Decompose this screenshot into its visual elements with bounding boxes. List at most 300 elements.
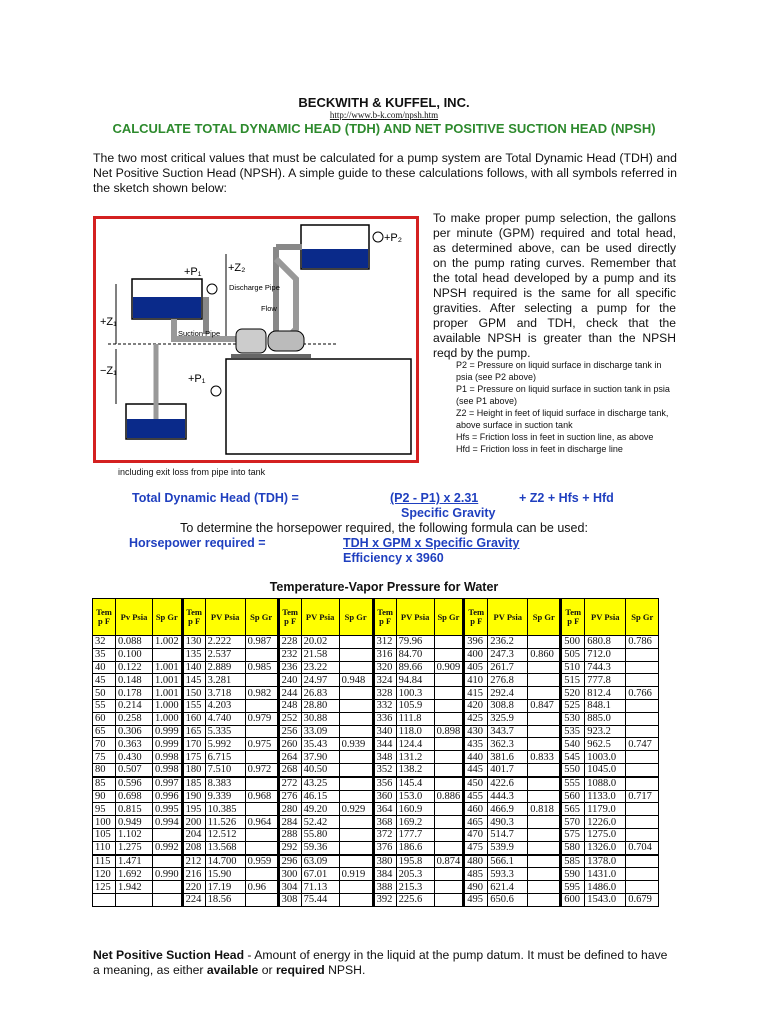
horsepower-formula-numerator: TDH x GPM x Specific Gravity (343, 536, 520, 550)
table-cell (339, 636, 373, 649)
table-cell: 308.8 (488, 699, 528, 712)
table-cell (245, 893, 278, 906)
table-cell (434, 803, 464, 816)
table-cell: 1045.0 (585, 763, 626, 776)
table-cell (528, 841, 561, 854)
table-cell: 530 (561, 712, 585, 725)
table-cell: 348 (373, 751, 396, 764)
table-cell: 777.8 (585, 674, 626, 687)
table-cell: 376 (373, 841, 396, 854)
table-cell: 177.7 (396, 828, 434, 841)
table-cell: 3.718 (205, 687, 245, 700)
table-cell: 962.5 (585, 738, 626, 751)
table-cell: 14.700 (205, 855, 245, 868)
table-cell: 0.178 (116, 687, 153, 700)
table-cell: 8.383 (205, 777, 245, 790)
table-row (93, 790, 659, 803)
table-cell: 1.000 (153, 699, 183, 712)
col-spgr-1: Sp Gr (153, 599, 183, 636)
table-cell: 580 (561, 841, 585, 854)
npsh-tail: NPSH. (324, 963, 366, 977)
table-row (93, 803, 659, 816)
table-cell (626, 712, 659, 725)
legend-item-p1: P1 = Pressure on liquid surface in suction tank in psia (see P1 above) (456, 384, 670, 406)
motor-icon (268, 331, 304, 351)
flow-label: Flow (261, 304, 277, 313)
table-cell: 0.992 (153, 841, 183, 854)
pump-selection-paragraph: To make proper pump selection, the gallons per minute (GPM) required and total head, as determined above, can be used directly on the pump rating curves. Remember that the total head developed by a pump and its NPSH required is the same for all specific gravities. After selecting a pump for the proper GPM and TDH, check that the available NPSH is greater than the NPSH reqd by the pump. (433, 211, 676, 360)
table-cell: 2.537 (205, 648, 245, 661)
table-cell (339, 855, 373, 868)
table-cell: 1.275 (116, 841, 153, 854)
table-cell: 490 (464, 881, 488, 894)
table-cell (116, 893, 153, 906)
table-cell: 276.8 (488, 674, 528, 687)
table-cell: 450 (464, 777, 488, 790)
suction-tank-lower (226, 359, 411, 454)
col-temp-5: Tem p F (464, 599, 488, 636)
table-cell: 0.306 (116, 725, 153, 738)
table-cell (245, 674, 278, 687)
page-title: CALCULATE TOTAL DYNAMIC HEAD (TDH) AND NET POSITIVE SUCTION HEAD (NPSH) (112, 121, 656, 136)
table-cell: 410 (464, 674, 488, 687)
table-cell: 110 (93, 841, 116, 854)
table-header-row (93, 599, 659, 636)
table-cell: 505 (561, 648, 585, 661)
pump-base (231, 354, 311, 358)
table-cell (153, 855, 183, 868)
table-cell (528, 881, 561, 894)
col-pv-2: PV Psia (205, 599, 245, 636)
table-cell: 0.847 (528, 699, 561, 712)
col-pv-4: PV Psia (396, 599, 434, 636)
table-cell: 272 (278, 777, 301, 790)
table-cell: 1378.0 (585, 855, 626, 868)
vapor-pressure-table-title: Temperature-Vapor Pressure for Water (269, 580, 499, 594)
table-cell: 12.512 (205, 828, 245, 841)
table-cell (626, 816, 659, 829)
table-cell: 40 (93, 661, 116, 674)
table-cell: 50 (93, 687, 116, 700)
table-cell: 135 (182, 648, 205, 661)
table-cell: 621.4 (488, 881, 528, 894)
table-cell: 138.2 (396, 763, 434, 776)
table-cell: 0.909 (434, 661, 464, 674)
table-cell: 35 (93, 648, 116, 661)
table-cell: 1275.0 (585, 828, 626, 841)
table-row (93, 636, 659, 649)
table-cell: 2.222 (205, 636, 245, 649)
table-cell: 84.70 (396, 648, 434, 661)
table-cell (434, 738, 464, 751)
table-cell: 130 (182, 636, 205, 649)
table-cell (528, 777, 561, 790)
table-cell: 0.088 (116, 636, 153, 649)
table-cell (339, 661, 373, 674)
table-cell: 33.09 (301, 725, 339, 738)
table-cell: 5.335 (205, 725, 245, 738)
table-cell: 0.998 (153, 763, 183, 776)
table-cell: 0.122 (116, 661, 153, 674)
table-cell: 0.430 (116, 751, 153, 764)
table-cell: 0.148 (116, 674, 153, 687)
table-cell (153, 648, 183, 661)
table-cell: 212 (182, 855, 205, 868)
table-cell: 555 (561, 777, 585, 790)
table-cell: 200 (182, 816, 205, 829)
suction-tank-liquid (133, 297, 201, 318)
table-cell: 1003.0 (585, 751, 626, 764)
table-cell: 256 (278, 725, 301, 738)
table-cell: 444.3 (488, 790, 528, 803)
col-temp-6: Tem p F (561, 599, 585, 636)
table-cell: 205.3 (396, 868, 434, 881)
col-temp-1: Tem p F (93, 599, 116, 636)
table-cell: 600 (561, 893, 585, 906)
table-cell: 425 (464, 712, 488, 725)
table-cell: 153.0 (396, 790, 434, 803)
table-cell: 131.2 (396, 751, 434, 764)
table-cell: 0.982 (245, 687, 278, 700)
table-cell: 885.0 (585, 712, 626, 725)
table-cell (245, 777, 278, 790)
table-row (93, 725, 659, 738)
table-cell: 240 (278, 674, 301, 687)
table-cell: 539.9 (488, 841, 528, 854)
table-cell: 0.949 (116, 816, 153, 829)
table-cell: 0.959 (245, 855, 278, 868)
table-cell (626, 803, 659, 816)
npsh-available: available (206, 963, 259, 977)
table-cell (339, 828, 373, 841)
table-cell: 79.96 (396, 636, 434, 649)
table-cell: 1431.0 (585, 868, 626, 881)
table-cell (339, 816, 373, 829)
table-cell (339, 790, 373, 803)
table-cell: 396 (464, 636, 488, 649)
table-cell (339, 763, 373, 776)
table-cell: 21.58 (301, 648, 339, 661)
table-cell (626, 674, 659, 687)
table-cell (434, 841, 464, 854)
table-cell (339, 893, 373, 906)
table-cell: 356 (373, 777, 396, 790)
table-row (93, 893, 659, 906)
table-cell (153, 893, 183, 906)
table-cell: 515 (561, 674, 585, 687)
table-cell: 514.7 (488, 828, 528, 841)
table-cell: 0.100 (116, 648, 153, 661)
table-cell: 320 (373, 661, 396, 674)
npsh-required: required (275, 963, 325, 977)
table-cell (339, 841, 373, 854)
table-cell: 261.7 (488, 661, 528, 674)
table-cell: 1.001 (153, 661, 183, 674)
table-cell: 405 (464, 661, 488, 674)
table-cell: 712.0 (585, 648, 626, 661)
pump-system-sketch (93, 216, 419, 463)
table-cell: 0.507 (116, 763, 153, 776)
table-cell: 575 (561, 828, 585, 841)
table-cell: 46.15 (301, 790, 339, 803)
table-cell: 175 (182, 751, 205, 764)
pump-icon (236, 329, 266, 353)
table-row (93, 841, 659, 854)
table-cell (528, 763, 561, 776)
table-cell: 360 (373, 790, 396, 803)
table-cell: 4.203 (205, 699, 245, 712)
table-cell: 215.3 (396, 881, 434, 894)
table-cell: 224 (182, 893, 205, 906)
table-cell (626, 725, 659, 738)
table-cell: 0.698 (116, 790, 153, 803)
table-cell (434, 751, 464, 764)
table-row (93, 868, 659, 881)
table-cell (339, 751, 373, 764)
table-cell: 23.22 (301, 661, 339, 674)
table-cell: 49.20 (301, 803, 339, 816)
table-cell: 1.692 (116, 868, 153, 881)
table-cell: 85 (93, 777, 116, 790)
table-cell: 0.997 (153, 777, 183, 790)
col-temp-2: Tem p F (182, 599, 205, 636)
table-cell: 75.44 (301, 893, 339, 906)
table-cell: 125 (93, 881, 116, 894)
table-cell (339, 777, 373, 790)
table-row (93, 777, 659, 790)
z2-label: +Z₂ (228, 262, 246, 274)
table-cell: 252 (278, 712, 301, 725)
table-cell (339, 725, 373, 738)
table-cell (434, 699, 464, 712)
table-cell: 1226.0 (585, 816, 626, 829)
table-cell: 105.9 (396, 699, 434, 712)
table-cell: 545 (561, 751, 585, 764)
table-cell: 0.704 (626, 841, 659, 854)
table-row (93, 712, 659, 725)
table-cell: 1.942 (116, 881, 153, 894)
table-cell: 0.919 (339, 868, 373, 881)
table-cell: 570 (561, 816, 585, 829)
table-cell: 28.80 (301, 699, 339, 712)
table-cell: 292.4 (488, 687, 528, 700)
table-cell: 0.679 (626, 893, 659, 906)
table-cell: 236 (278, 661, 301, 674)
table-cell: 248 (278, 699, 301, 712)
table-cell: 440 (464, 751, 488, 764)
table-cell: 195 (182, 803, 205, 816)
tdh-formula-numerator: (P2 - P1) x 2.31 (390, 491, 479, 505)
table-cell: 308 (278, 893, 301, 906)
col-spgr-6: Sp Gr (626, 599, 659, 636)
pump-system-diagram (96, 219, 416, 460)
table-cell: 67.01 (301, 868, 339, 881)
table-row (93, 881, 659, 894)
table-cell: 118.0 (396, 725, 434, 738)
table-cell (626, 648, 659, 661)
table-cell: 0.939 (339, 738, 373, 751)
col-temp-4: Tem p F (373, 599, 396, 636)
company-name: BECKWITH & KUFFEL, INC. (298, 95, 470, 110)
table-cell: 0.747 (626, 738, 659, 751)
table-cell: 225.6 (396, 893, 434, 906)
table-cell: 95 (93, 803, 116, 816)
p1-lower-gauge-icon (211, 386, 221, 396)
vapor-pressure-table (92, 598, 659, 907)
table-cell: 120 (93, 868, 116, 881)
table-cell: 848.1 (585, 699, 626, 712)
table-cell: 52.42 (301, 816, 339, 829)
table-cell: 0.258 (116, 712, 153, 725)
table-cell: 216 (182, 868, 205, 881)
col-spgr-4: Sp Gr (434, 599, 464, 636)
legend-item-z2: Z2 = Height in feet of liquid surface in discharge tank, above surface in suction tank (456, 408, 669, 430)
table-cell: 550 (561, 763, 585, 776)
col-pv-5: PV Psia (488, 599, 528, 636)
table-row (93, 674, 659, 687)
table-row (93, 828, 659, 841)
suction-tank-below-liquid (127, 419, 185, 438)
table-cell (528, 790, 561, 803)
table-cell (528, 738, 561, 751)
table-cell (434, 868, 464, 881)
table-cell: 105 (93, 828, 116, 841)
table-cell: 0.972 (245, 763, 278, 776)
table-cell (153, 881, 183, 894)
table-cell: 9.339 (205, 790, 245, 803)
table-cell (245, 725, 278, 738)
table-cell: 3.281 (205, 674, 245, 687)
table-cell: 145.4 (396, 777, 434, 790)
table-cell: 0.998 (153, 751, 183, 764)
table-cell: 15.90 (205, 868, 245, 881)
table-cell: 195.8 (396, 855, 434, 868)
col-pv-3: PV Psia (301, 599, 339, 636)
table-cell (528, 816, 561, 829)
table-cell: 336 (373, 712, 396, 725)
table-cell: 0.987 (245, 636, 278, 649)
table-cell (434, 648, 464, 661)
table-cell: 0.874 (434, 855, 464, 868)
table-cell: 566.1 (488, 855, 528, 868)
table-cell: 0.596 (116, 777, 153, 790)
table-cell: 0.818 (528, 803, 561, 816)
table-cell: 35.43 (301, 738, 339, 751)
table-cell: 268 (278, 763, 301, 776)
table-cell: 40.50 (301, 763, 339, 776)
table-row (93, 738, 659, 751)
table-cell (434, 763, 464, 776)
table-cell: 422.6 (488, 777, 528, 790)
table-cell (434, 881, 464, 894)
npsh-text: - Amount of energy in the liquid at the pump datum. It must be defined to have a meaning, as either (93, 948, 668, 977)
table-cell: 186.6 (396, 841, 434, 854)
table-cell: 0.975 (245, 738, 278, 751)
table-cell: 45 (93, 674, 116, 687)
table-cell: 380 (373, 855, 396, 868)
table-cell: 495 (464, 893, 488, 906)
table-cell: 0.886 (434, 790, 464, 803)
table-cell (434, 712, 464, 725)
table-cell: 364 (373, 803, 396, 816)
table-cell: 55 (93, 699, 116, 712)
p2-label: +P₂ (384, 232, 403, 244)
table-cell (434, 816, 464, 829)
table-cell (626, 763, 659, 776)
table-cell: 232 (278, 648, 301, 661)
table-cell: 13.568 (205, 841, 245, 854)
table-cell: 155 (182, 699, 205, 712)
table-cell (528, 828, 561, 841)
table-cell: 400 (464, 648, 488, 661)
source-url-link[interactable]: http://www.b-k.com/npsh.htm (329, 110, 439, 120)
table-cell (626, 661, 659, 674)
table-cell: 0.363 (116, 738, 153, 751)
table-cell: 1486.0 (585, 881, 626, 894)
table-cell: 304 (278, 881, 301, 894)
table-cell (245, 841, 278, 854)
table-cell: 43.25 (301, 777, 339, 790)
table-cell: 535 (561, 725, 585, 738)
table-cell: 276 (278, 790, 301, 803)
table-cell: 55.80 (301, 828, 339, 841)
table-cell: 0.968 (245, 790, 278, 803)
col-spgr-2: Sp Gr (245, 599, 278, 636)
table-cell: 0.994 (153, 816, 183, 829)
table-cell: 4.740 (205, 712, 245, 725)
table-cell: 430 (464, 725, 488, 738)
table-cell: 10.385 (205, 803, 245, 816)
table-cell (339, 648, 373, 661)
table-cell (339, 687, 373, 700)
table-cell: 1.000 (153, 712, 183, 725)
table-cell: 1.002 (153, 636, 183, 649)
table-cell: 170 (182, 738, 205, 751)
table-cell: 280 (278, 803, 301, 816)
table-cell: 94.84 (396, 674, 434, 687)
table-cell (528, 687, 561, 700)
table-cell: 244 (278, 687, 301, 700)
col-spgr-5: Sp Gr (528, 599, 561, 636)
discharge-tank-liquid (302, 249, 368, 268)
table-cell: 124.4 (396, 738, 434, 751)
table-cell: 26.83 (301, 687, 339, 700)
table-cell: 415 (464, 687, 488, 700)
table-cell: 190 (182, 790, 205, 803)
table-row (93, 855, 659, 868)
table-cell (434, 828, 464, 841)
table-cell: 288 (278, 828, 301, 841)
table-cell: 70 (93, 738, 116, 751)
table-cell (434, 687, 464, 700)
table-cell: 565 (561, 803, 585, 816)
table-cell: 32 (93, 636, 116, 649)
table-cell (339, 881, 373, 894)
symbol-legend (456, 359, 678, 455)
table-cell: 1088.0 (585, 777, 626, 790)
table-cell: 6.715 (205, 751, 245, 764)
table-cell (245, 699, 278, 712)
table-cell: 332 (373, 699, 396, 712)
p2-gauge-icon (373, 232, 383, 242)
table-cell: 228 (278, 636, 301, 649)
table-cell: 590 (561, 868, 585, 881)
table-cell: 260 (278, 738, 301, 751)
table-cell (528, 712, 561, 725)
table-cell: 24.97 (301, 674, 339, 687)
table-cell: 595 (561, 881, 585, 894)
table-cell: 185 (182, 777, 205, 790)
